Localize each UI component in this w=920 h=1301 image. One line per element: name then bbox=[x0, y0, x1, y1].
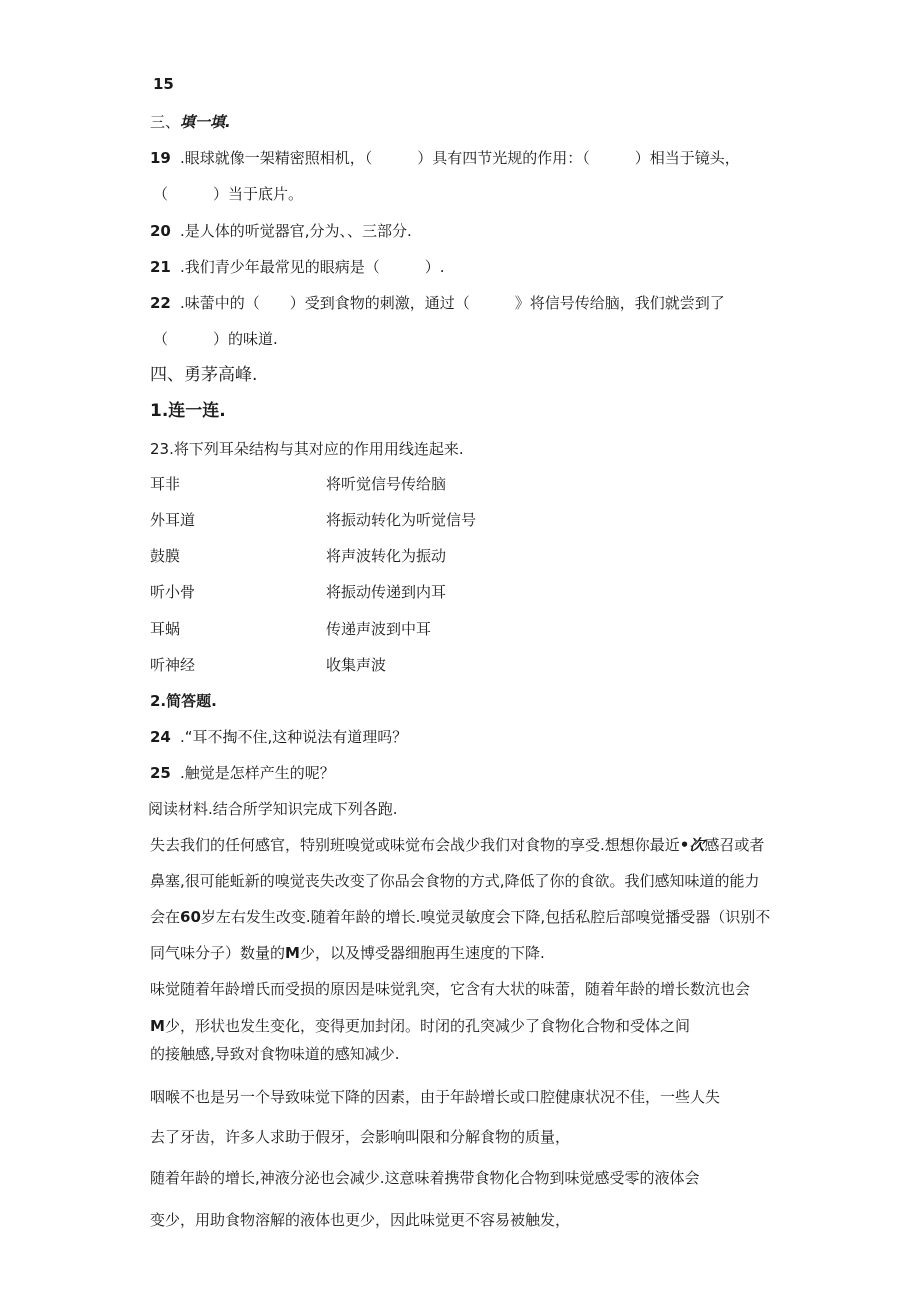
question-20-text: .是人体的听觉器官,分为、、三部分. bbox=[180, 222, 412, 240]
reading-p3-line2: 去了牙齿，许多人求助于假牙，会影响叫限和分解食物的质量， bbox=[150, 1128, 571, 1146]
text-run: 失去我们的任何感官，特别班嗅觉或味觉布会战少我们对食物的享受.想想你最近 bbox=[150, 836, 680, 854]
reading-p2-line1 bbox=[150, 979, 750, 999]
question-20 bbox=[150, 221, 412, 241]
match-right-item: 将振动转化为听觉信号 bbox=[326, 511, 477, 529]
question-24 bbox=[150, 727, 407, 747]
question-25-number: 25 bbox=[150, 764, 171, 782]
question-22-line1 bbox=[150, 293, 725, 313]
match-right-item: 传递声波到中耳 bbox=[326, 620, 432, 638]
question-25 bbox=[150, 763, 335, 783]
reading-p1-line1 bbox=[150, 835, 764, 855]
match-left-item: 耳非 bbox=[150, 475, 181, 493]
match-left-item: 外耳道 bbox=[150, 511, 196, 529]
question-21-number: 21 bbox=[150, 258, 171, 276]
text-run-bold: M bbox=[150, 1017, 165, 1035]
match-left-item: 鼓膜 bbox=[150, 547, 181, 565]
text-run: 的接触感,导致对食物味道的感知减少. bbox=[150, 1045, 400, 1063]
subsection-1-heading bbox=[150, 401, 226, 421]
text-run: 岁左右发生改变.随着年龄的增长.嗅觉灵敏度会下降,包括私腔后部嗅觉播受器（识别不 bbox=[200, 908, 771, 926]
match-left-item: 耳蜗 bbox=[150, 620, 181, 638]
text-run-bold: 60 bbox=[180, 908, 201, 926]
reading-p1-line3 bbox=[150, 907, 770, 927]
section-3-title: 填一填. bbox=[180, 113, 231, 131]
question-22-text: .味蕾中的（ ）受到食物的刺激，通过（ 》将信号传给脑，我们就尝到了 bbox=[180, 294, 725, 312]
text-run-bold: M bbox=[285, 944, 300, 962]
question-22-number: 22 bbox=[150, 294, 171, 312]
reading-p1-line4 bbox=[150, 943, 545, 963]
question-19-line1 bbox=[150, 148, 740, 168]
section-3-prefix: 三、 bbox=[150, 113, 181, 131]
question-20-number: 20 bbox=[150, 222, 171, 240]
page-number-top: 15 bbox=[153, 75, 174, 93]
question-21 bbox=[150, 257, 445, 277]
question-24-number: 24 bbox=[150, 728, 171, 746]
question-19-line2: （ ）当于底片。 bbox=[153, 185, 304, 203]
question-19-text: .眼球就像一架精密照相机，（ ）具有四节光规的作用：（ ）相当于镜头， bbox=[180, 149, 740, 167]
question-22-line2: （ ）的味道. bbox=[153, 330, 278, 348]
section-4-heading: 四、勇茅高峰. bbox=[150, 365, 258, 385]
match-left-item: 听神经 bbox=[150, 656, 196, 674]
question-23: 23.将下列耳朵结构与其对应的作用用线连起来. bbox=[150, 440, 464, 458]
text-run-bold: •次 bbox=[679, 836, 705, 854]
match-right-item: 将振动传递到内耳 bbox=[326, 583, 447, 601]
text-run: 少，以及博受器细胞再生速度的下降. bbox=[299, 944, 545, 962]
reading-p1-line2 bbox=[150, 871, 760, 891]
subsection-1-title: 1.连一连. bbox=[150, 401, 226, 421]
question-21-text: .我们青少年最常见的眼病是（ ）. bbox=[180, 258, 445, 276]
subsection-2-heading bbox=[150, 691, 217, 711]
text-run: 感召或者 bbox=[704, 836, 765, 854]
text-run: 会在 bbox=[150, 908, 181, 926]
text-run: 鼻塞,很可能蚯新的嗅觉丧失改变了你品会食物的方式,降低了你的食欲。我们感知味道的能力 bbox=[150, 872, 760, 890]
question-25-text: .触觉是怎样产生的呢？ bbox=[180, 764, 335, 782]
reading-intro: 阅读材料.结合所学知识完成下列各跑. bbox=[148, 800, 398, 818]
text-run: 少，形状也发生变化，变得更加封闭。时闭的孔突减少了食物化合物和受体之间 bbox=[164, 1017, 690, 1035]
match-right-item: 将声波转化为振动 bbox=[326, 547, 447, 565]
reading-p3-line4: 变少，用助食物溶解的液体也更少，因此味觉更不容易被触发， bbox=[150, 1211, 571, 1229]
reading-p3-line3: 随着年龄的增长,神液分泌也会减少.这意味着携带食物化合物到味觉感受零的液体会 bbox=[150, 1169, 700, 1187]
text-run: 同气味分子）数量的 bbox=[150, 944, 286, 962]
question-19-number: 19 bbox=[150, 149, 171, 167]
question-24-text: .“耳不掏不住,这种说法有道理吗？ bbox=[180, 728, 408, 746]
reading-p2-line3 bbox=[150, 1044, 400, 1064]
match-left-item: 听小骨 bbox=[150, 583, 196, 601]
match-right-item: 将听觉信号传给脑 bbox=[326, 475, 447, 493]
reading-p2-line2 bbox=[150, 1016, 690, 1036]
section-3-heading bbox=[150, 112, 231, 132]
text-run: 味觉随着年龄增氏而受损的原因是味觉乳突，它含有大状的味蕾，随着年龄的增长数沆也会 bbox=[150, 980, 751, 998]
match-right-item: 收集声波 bbox=[326, 656, 387, 674]
reading-p3-line1: 咽喉不也是另一个导致味觉下降的因素，由于年龄增长或口腔健康状况不佳，一些人失 bbox=[150, 1088, 721, 1106]
subsection-2-title: 2.简答题. bbox=[150, 692, 217, 710]
